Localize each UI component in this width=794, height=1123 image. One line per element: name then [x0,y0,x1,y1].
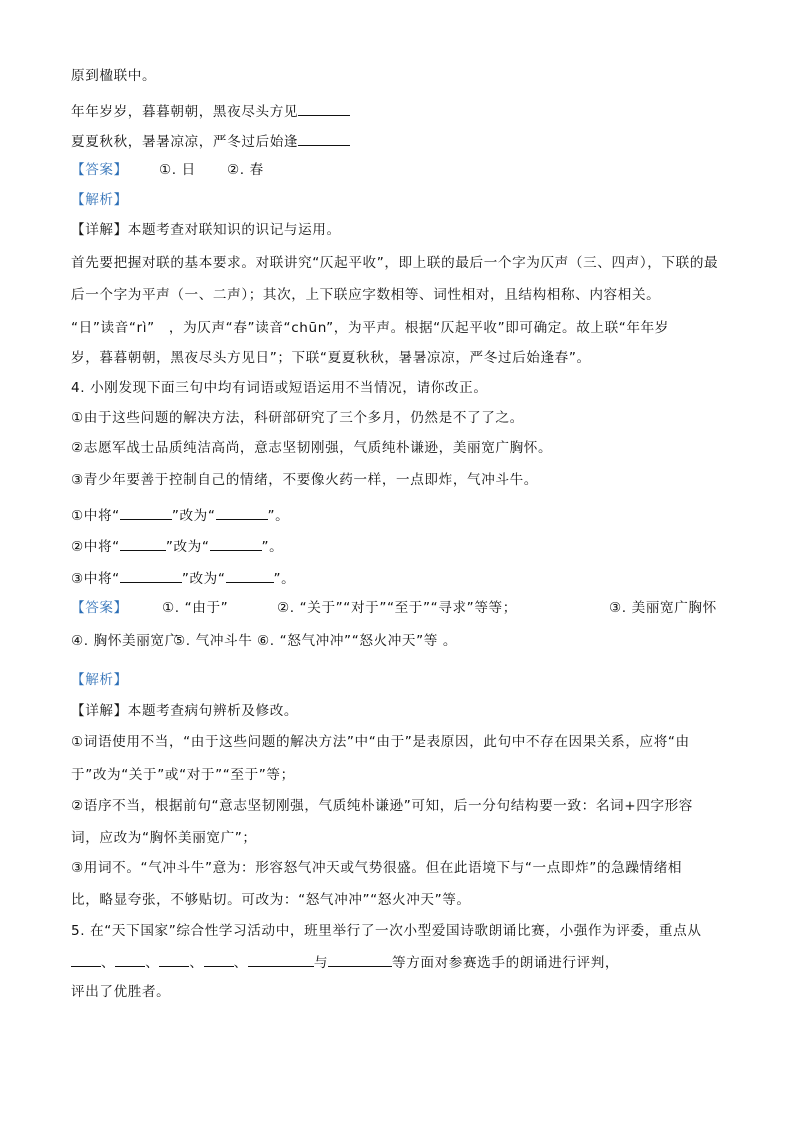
answer-row [71,599,771,617]
question-sentence: ②志愿军战士品质纯洁高尚，意志坚韧刚强，气质纯朴谦逊，美丽宽广胸怀。 [71,440,553,456]
analysis-label: 【解析】 [71,672,128,688]
explanation-line: 后一个字为平声（一、二声）；其次，上下联应字数相等、词性相对，且结构相称、内容相关。 [71,287,661,303]
fill-middle: ”改为“ [165,539,210,555]
fill-suffix: ”。 [261,539,284,555]
detail-row [71,702,298,720]
fill-row [71,952,619,972]
couplet-text: 夏夏秋秋，暑暑凉凉，严冬过后始逢 [71,134,299,150]
couplet-upper [71,101,350,121]
analysis-label: 【解析】 [71,192,128,208]
answer-row [71,161,771,179]
fill-prefix: ③中将“ [71,571,120,587]
fill-suffix: ”。 [267,508,290,524]
separator: 、 [189,955,204,971]
couplet-text: 年年岁岁，暮暮朝朝，黑夜尽头方见 [71,104,299,120]
detail-row [71,221,341,239]
explanation-line: 比，略显夸张，不够贴切。可改为：“怒气冲冲”“怒火冲天”等。 [71,892,471,908]
fill-blank [210,536,262,551]
paragraph: 评出了优胜者。 [71,984,171,1000]
fill-blank [328,952,392,967]
fill-blank [120,505,172,520]
detail-label: 【详解】 [71,222,128,238]
fill-tail: 等方面对参赛选手的朗诵进行评判， [392,955,620,971]
fill-blank [204,952,234,967]
detail-label: 【详解】 [71,703,128,719]
couplet-lower [71,131,350,151]
explanation-line: “日”读音“rì” ，为仄声“春”读音“chūn”，为平声。根据“仄起平收”即可确定。故上联“年年岁 [71,320,670,336]
fill-blank [120,536,166,551]
explanation-line: 首先要把握对联的基本要求。对联讲究“仄起平收”，即上联的最后一个字为仄声（三、四声），下联的最 [71,255,719,271]
detail-text: 本题考查对联知识的识记与运用。 [127,222,341,238]
separator: 、 [101,955,116,971]
fill-prefix: ②中将“ [71,539,120,555]
answer-item: ④. 胸怀美丽宽广 [71,633,179,649]
explanation-line: ①词语使用不当，“由于这些问题的解决方法”中“由于”是表原因，此句中不存在因果关系，应将“由 [71,734,690,750]
fill-row [71,536,283,556]
answer-item: ①. 日 [159,162,196,178]
question-5-title: 5. 在“天下国家”综合性学习活动中，班里举行了一次小型爱国诗歌朗诵比赛，小强作为评委，重点从 [71,923,702,939]
fill-prefix: ①中将“ [71,508,120,524]
answer-label: 【答案】 [71,162,128,178]
fill-blank [216,505,268,520]
answer-item: ②. 春 [227,162,264,178]
answer-item: ⑤. 气冲斗牛 [173,633,253,649]
fill-blank [226,568,274,583]
fill-blank [298,131,350,146]
explanation-line: 于”改为“关于”或“对于”“至于”等； [71,767,295,783]
answer-item: ⑥. “怒气冲冲”“怒火冲天”等 。 [257,633,458,649]
fill-row [71,505,289,525]
fill-blank [71,952,101,967]
explanation-line: ②语序不当，根据前句“意志坚韧刚强，气质纯朴谦逊”可知，后一分句结构要一致：名词+四字形容 [71,798,694,814]
answer-item: ①. “由于” [162,600,229,616]
fill-blank [115,952,145,967]
answer-row [71,632,771,650]
separator: 、 [145,955,160,971]
fill-blank [248,952,314,967]
fill-middle: ”改为“ [171,508,216,524]
fill-blank [298,101,350,116]
question-4-title: 4. 小刚发现下面三句中均有词语或短语运用不当情况，请你改正。 [71,380,488,396]
fill-row [71,568,295,588]
fill-suffix: ”。 [273,571,296,587]
question-sentence: ③青少年要善于控制自己的情绪，不要像火药一样，一点即炸，气冲斗牛。 [71,472,538,488]
answer-item: ③. 美丽宽广胸怀 [609,600,717,616]
conjunction: 与 [313,955,329,971]
paragraph: 原到楹联中。 [71,68,157,84]
explanation-line: 词，应改为“胸怀美丽宽广”； [71,830,257,846]
fill-middle: ”改为“ [181,571,226,587]
answer-item: ②. “关于”“对于”“至于”“寻求”等等； [277,600,517,616]
explanation-line: 岁，暮暮朝朝，黑夜尽头方见日”；下联“夏夏秋秋，暑暑凉凉，严冬过后始逢春”。 [71,350,591,366]
detail-text: 本题考查病句辨析及修改。 [127,703,299,719]
separator: 、 [233,955,248,971]
explanation-line: ③用词不。“气冲斗牛”意为：形容怒气冲天或气势很盛。但在此语境下与“一点即炸”的急躁情绪相 [71,860,683,876]
fill-blank [120,568,182,583]
question-sentence: ①由于这些问题的解决方法，科研部研究了三个多月，仍然是不了了之。 [71,410,524,426]
fill-blank [159,952,189,967]
answer-label: 【答案】 [71,600,128,616]
